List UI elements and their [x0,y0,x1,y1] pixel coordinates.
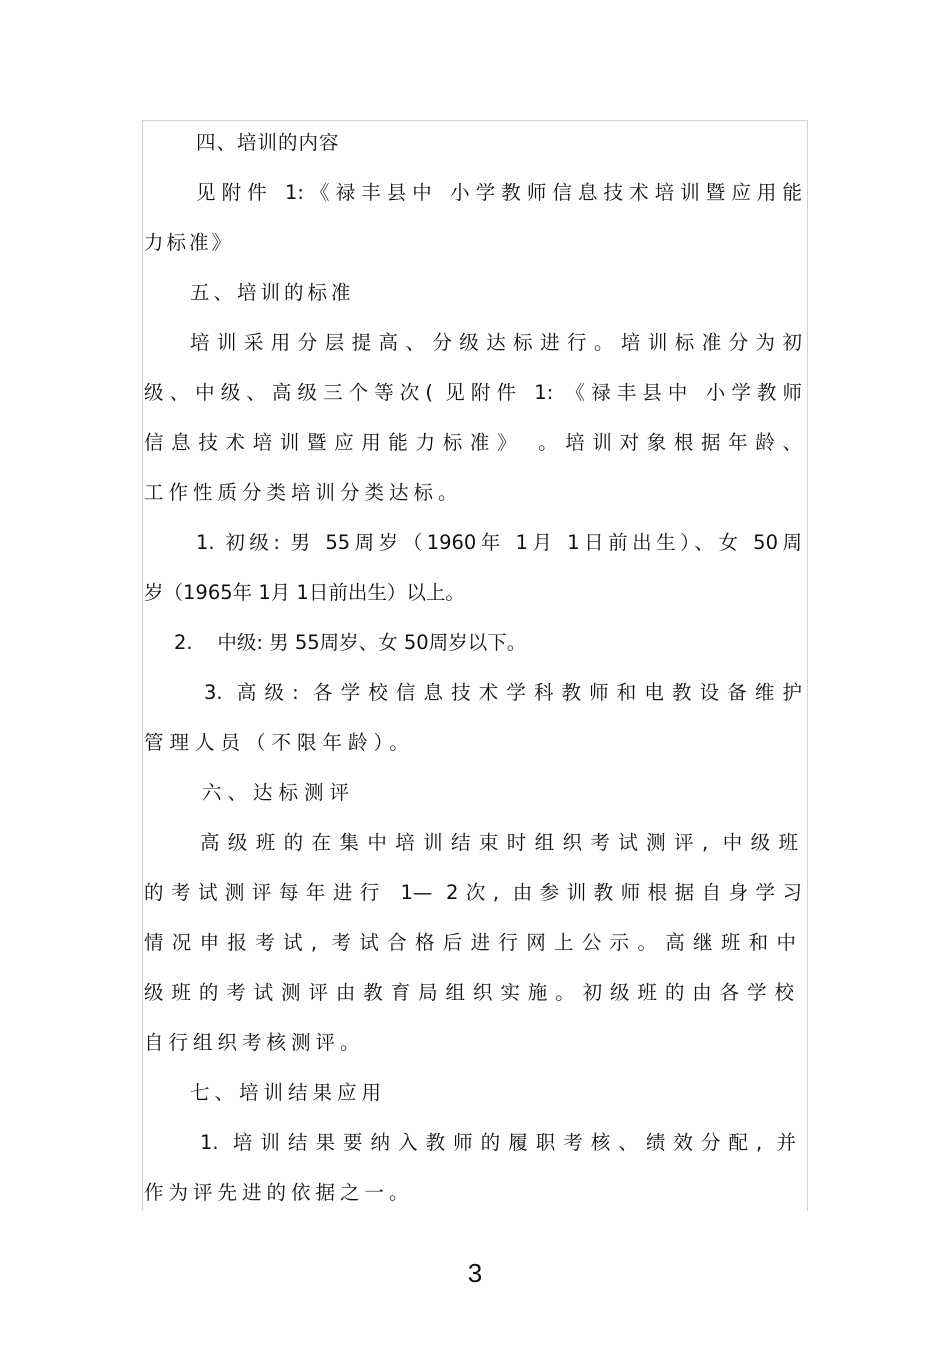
text-line: 岁（1965年 1月 1日前出生）以上。 [144,581,465,604]
text-line: 工作性质分类培训分类达标。 [144,481,463,504]
text-line: 级、中级、高级三个等次( 见附件 1: 《禄丰县中 小学教师 [144,381,802,404]
text-line: 管理人员（不限年龄）。 [144,731,415,754]
text-line: 的考试测评每年进行 1— 2次, 由参训教师根据自身学习 [144,881,802,904]
heading-section-7: 七、培训结果应用 [190,1081,387,1104]
text-line: 1. 初级: 男 55周岁（1960年 1月 1日前出生）、女 50周 [196,531,802,554]
heading-section-6: 六、达标测评 [202,781,356,804]
text-line: 1. 培训结果要纳入教师的履职考核、绩效分配, 并 [200,1131,796,1154]
text-line: 培训采用分层提高、分级达标进行。培训标准分为初 [190,331,802,354]
heading-section-5: 五、培训的标准 [190,281,355,304]
text-line: 作为评先进的依据之一。 [144,1181,414,1204]
text-line: 自行组织考核测评。 [144,1031,365,1054]
text-line: 情况申报考试, 考试合格后进行网上公示。高继班和中 [144,931,796,954]
text-line: 信息技术培训暨应用能力标准》 。培训对象根据年龄、 [144,431,802,454]
text-line: 见附件 1:《禄丰县中 小学教师信息技术培训暨应用能 [196,181,802,204]
text-line: 3. 高级: 各学校信息技术学科教师和电教设备维护 [204,681,802,704]
text-line: 2. 中级: 男 55周岁、女 50周岁以下。 [174,631,527,654]
heading-section-4: 四、培训的内容 [196,131,340,154]
text-line: 高级班的在集中培训结束时组织考试测评, 中级班 [200,831,798,854]
text-line: 力标准》 [144,231,235,254]
page-number: 3 [467,1258,483,1288]
text-line: 级班的考试测评由教育局组织实施。初级班的由各学校 [144,981,794,1004]
